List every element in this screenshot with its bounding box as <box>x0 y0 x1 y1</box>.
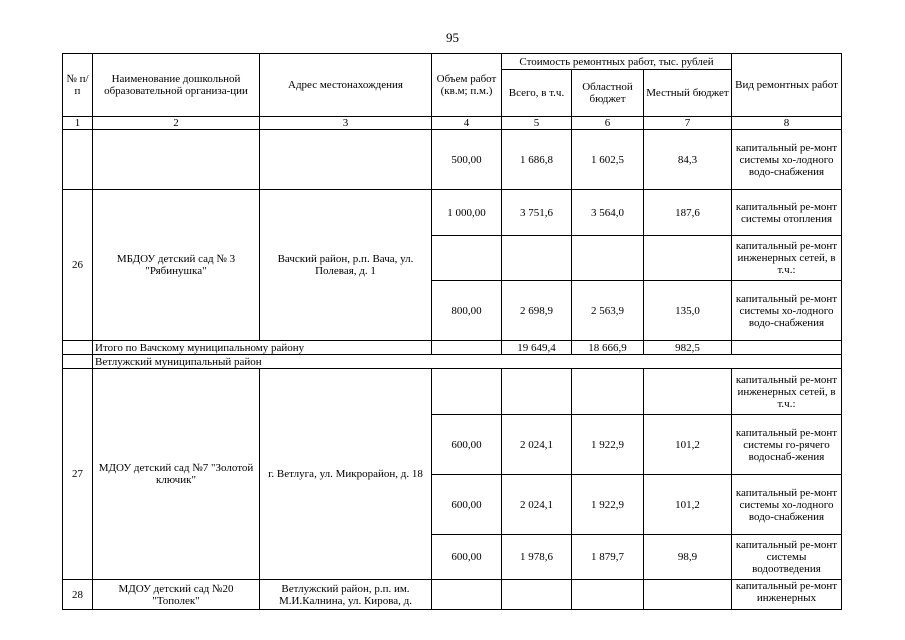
district-header: Ветлужский муниципальный район <box>93 355 842 369</box>
regional-cell <box>572 236 644 281</box>
total-cell <box>502 580 572 610</box>
local-cell: 135,0 <box>644 281 732 341</box>
district-total-label: Итого по Вачскому муниципальному району <box>93 341 432 355</box>
volume-cell: 600,00 <box>432 535 502 580</box>
total-cell <box>502 236 572 281</box>
col-num-5: 5 <box>502 117 572 130</box>
total-cell: 2 698,9 <box>502 281 572 341</box>
header-name: Наименование дошкольной образовательной организа-ции <box>93 54 260 117</box>
header-cost-group: Стоимость ремонтных работ, тыс. рублей <box>502 54 732 70</box>
col-num-7: 7 <box>644 117 732 130</box>
total-cell: 19 649,4 <box>502 341 572 355</box>
volume-cell <box>432 341 502 355</box>
volume-cell: 1 000,00 <box>432 190 502 236</box>
org-name-cell: МДОУ детский сад №7 "Золотой ключик" <box>93 369 260 580</box>
org-num-cell: 27 <box>63 369 93 580</box>
org-num-cell: 28 <box>63 580 93 610</box>
work-type-cell: капитальный ре-монт системы водоотведения <box>732 535 842 580</box>
volume-cell <box>432 580 502 610</box>
local-cell <box>644 580 732 610</box>
org-name-cell: МБДОУ детский сад № 3 "Рябинушка" <box>93 190 260 341</box>
regional-cell: 1 879,7 <box>572 535 644 580</box>
table-row <box>63 130 842 190</box>
table-row <box>63 580 842 610</box>
header-volume: Объем работ (кв.м; п.м.) <box>432 54 502 117</box>
total-cell: 2 024,1 <box>502 415 572 475</box>
local-cell: 982,5 <box>644 341 732 355</box>
table-row <box>63 369 842 415</box>
regional-cell: 2 563,9 <box>572 281 644 341</box>
regional-cell <box>572 369 644 415</box>
col-num-1: 1 <box>63 117 93 130</box>
total-cell: 2 024,1 <box>502 475 572 535</box>
work-type-cell: капитальный ре-монт инженерных <box>732 580 842 610</box>
header-total: Всего, в т.ч. <box>502 70 572 117</box>
header-row-1 <box>63 54 842 70</box>
total-cell: 1 978,6 <box>502 535 572 580</box>
column-number-row <box>63 117 842 130</box>
total-cell: 1 686,8 <box>502 130 572 190</box>
col-num-3: 3 <box>260 117 432 130</box>
regional-cell: 1 602,5 <box>572 130 644 190</box>
work-type-cell: капитальный ре-монт системы отопления <box>732 190 842 236</box>
org-address-cell: г. Ветлуга, ул. Микрорайон, д. 18 <box>260 369 432 580</box>
header-regional: Областной бюджет <box>572 70 644 117</box>
work-type-cell: капитальный ре-монт системы го-рячего водоснаб-жения <box>732 415 842 475</box>
work-type-cell <box>732 341 842 355</box>
table-row <box>63 190 842 236</box>
local-cell: 101,2 <box>644 475 732 535</box>
local-cell: 101,2 <box>644 415 732 475</box>
col-num-4: 4 <box>432 117 502 130</box>
org-address-cell: Ветлужский район, р.п. им. М.И.Калнина, ул. Кирова, д. <box>260 580 432 610</box>
volume-cell: 500,00 <box>432 130 502 190</box>
total-cell: 3 751,6 <box>502 190 572 236</box>
org-num-cell: 26 <box>63 190 93 341</box>
regional-cell: 1 922,9 <box>572 415 644 475</box>
district-total-row <box>63 341 842 355</box>
local-cell: 187,6 <box>644 190 732 236</box>
org-name-cell: МДОУ детский сад №20 "Тополек" <box>93 580 260 610</box>
work-type-cell: капитальный ре-монт системы хо-лодного водо-снабжения <box>732 281 842 341</box>
local-cell: 98,9 <box>644 535 732 580</box>
local-cell: 84,3 <box>644 130 732 190</box>
work-type-cell: капитальный ре-монт инженерных сетей, в т.ч.: <box>732 236 842 281</box>
total-cell <box>502 369 572 415</box>
work-type-cell: капитальный ре-монт системы хо-лодного водо-снабжения <box>732 130 842 190</box>
volume-cell: 600,00 <box>432 415 502 475</box>
regional-cell: 3 564,0 <box>572 190 644 236</box>
header-address: Адрес местонахождения <box>260 54 432 117</box>
work-type-cell: капитальный ре-монт системы хо-лодного водо-снабжения <box>732 475 842 535</box>
col-num-2: 2 <box>93 117 260 130</box>
header-work-type: Вид ремонтных работ <box>732 54 842 117</box>
header-num: № п/п <box>63 54 93 117</box>
volume-cell <box>432 236 502 281</box>
volume-cell: 800,00 <box>432 281 502 341</box>
page-number: 95 <box>446 30 459 45</box>
volume-cell <box>432 369 502 415</box>
district-header-row <box>63 355 842 369</box>
regional-cell: 1 922,9 <box>572 475 644 535</box>
header-local: Местный бюджет <box>644 70 732 117</box>
col-num-6: 6 <box>572 117 644 130</box>
regional-cell: 18 666,9 <box>572 341 644 355</box>
local-cell <box>644 369 732 415</box>
repair-works-table <box>62 53 842 610</box>
regional-cell <box>572 580 644 610</box>
org-address-cell: Вачский район, р.п. Вача, ул. Полевая, д. 1 <box>260 190 432 341</box>
work-type-cell: капитальный ре-монт инженерных сетей, в т.ч.: <box>732 369 842 415</box>
volume-cell: 600,00 <box>432 475 502 535</box>
local-cell <box>644 236 732 281</box>
col-num-8: 8 <box>732 117 842 130</box>
